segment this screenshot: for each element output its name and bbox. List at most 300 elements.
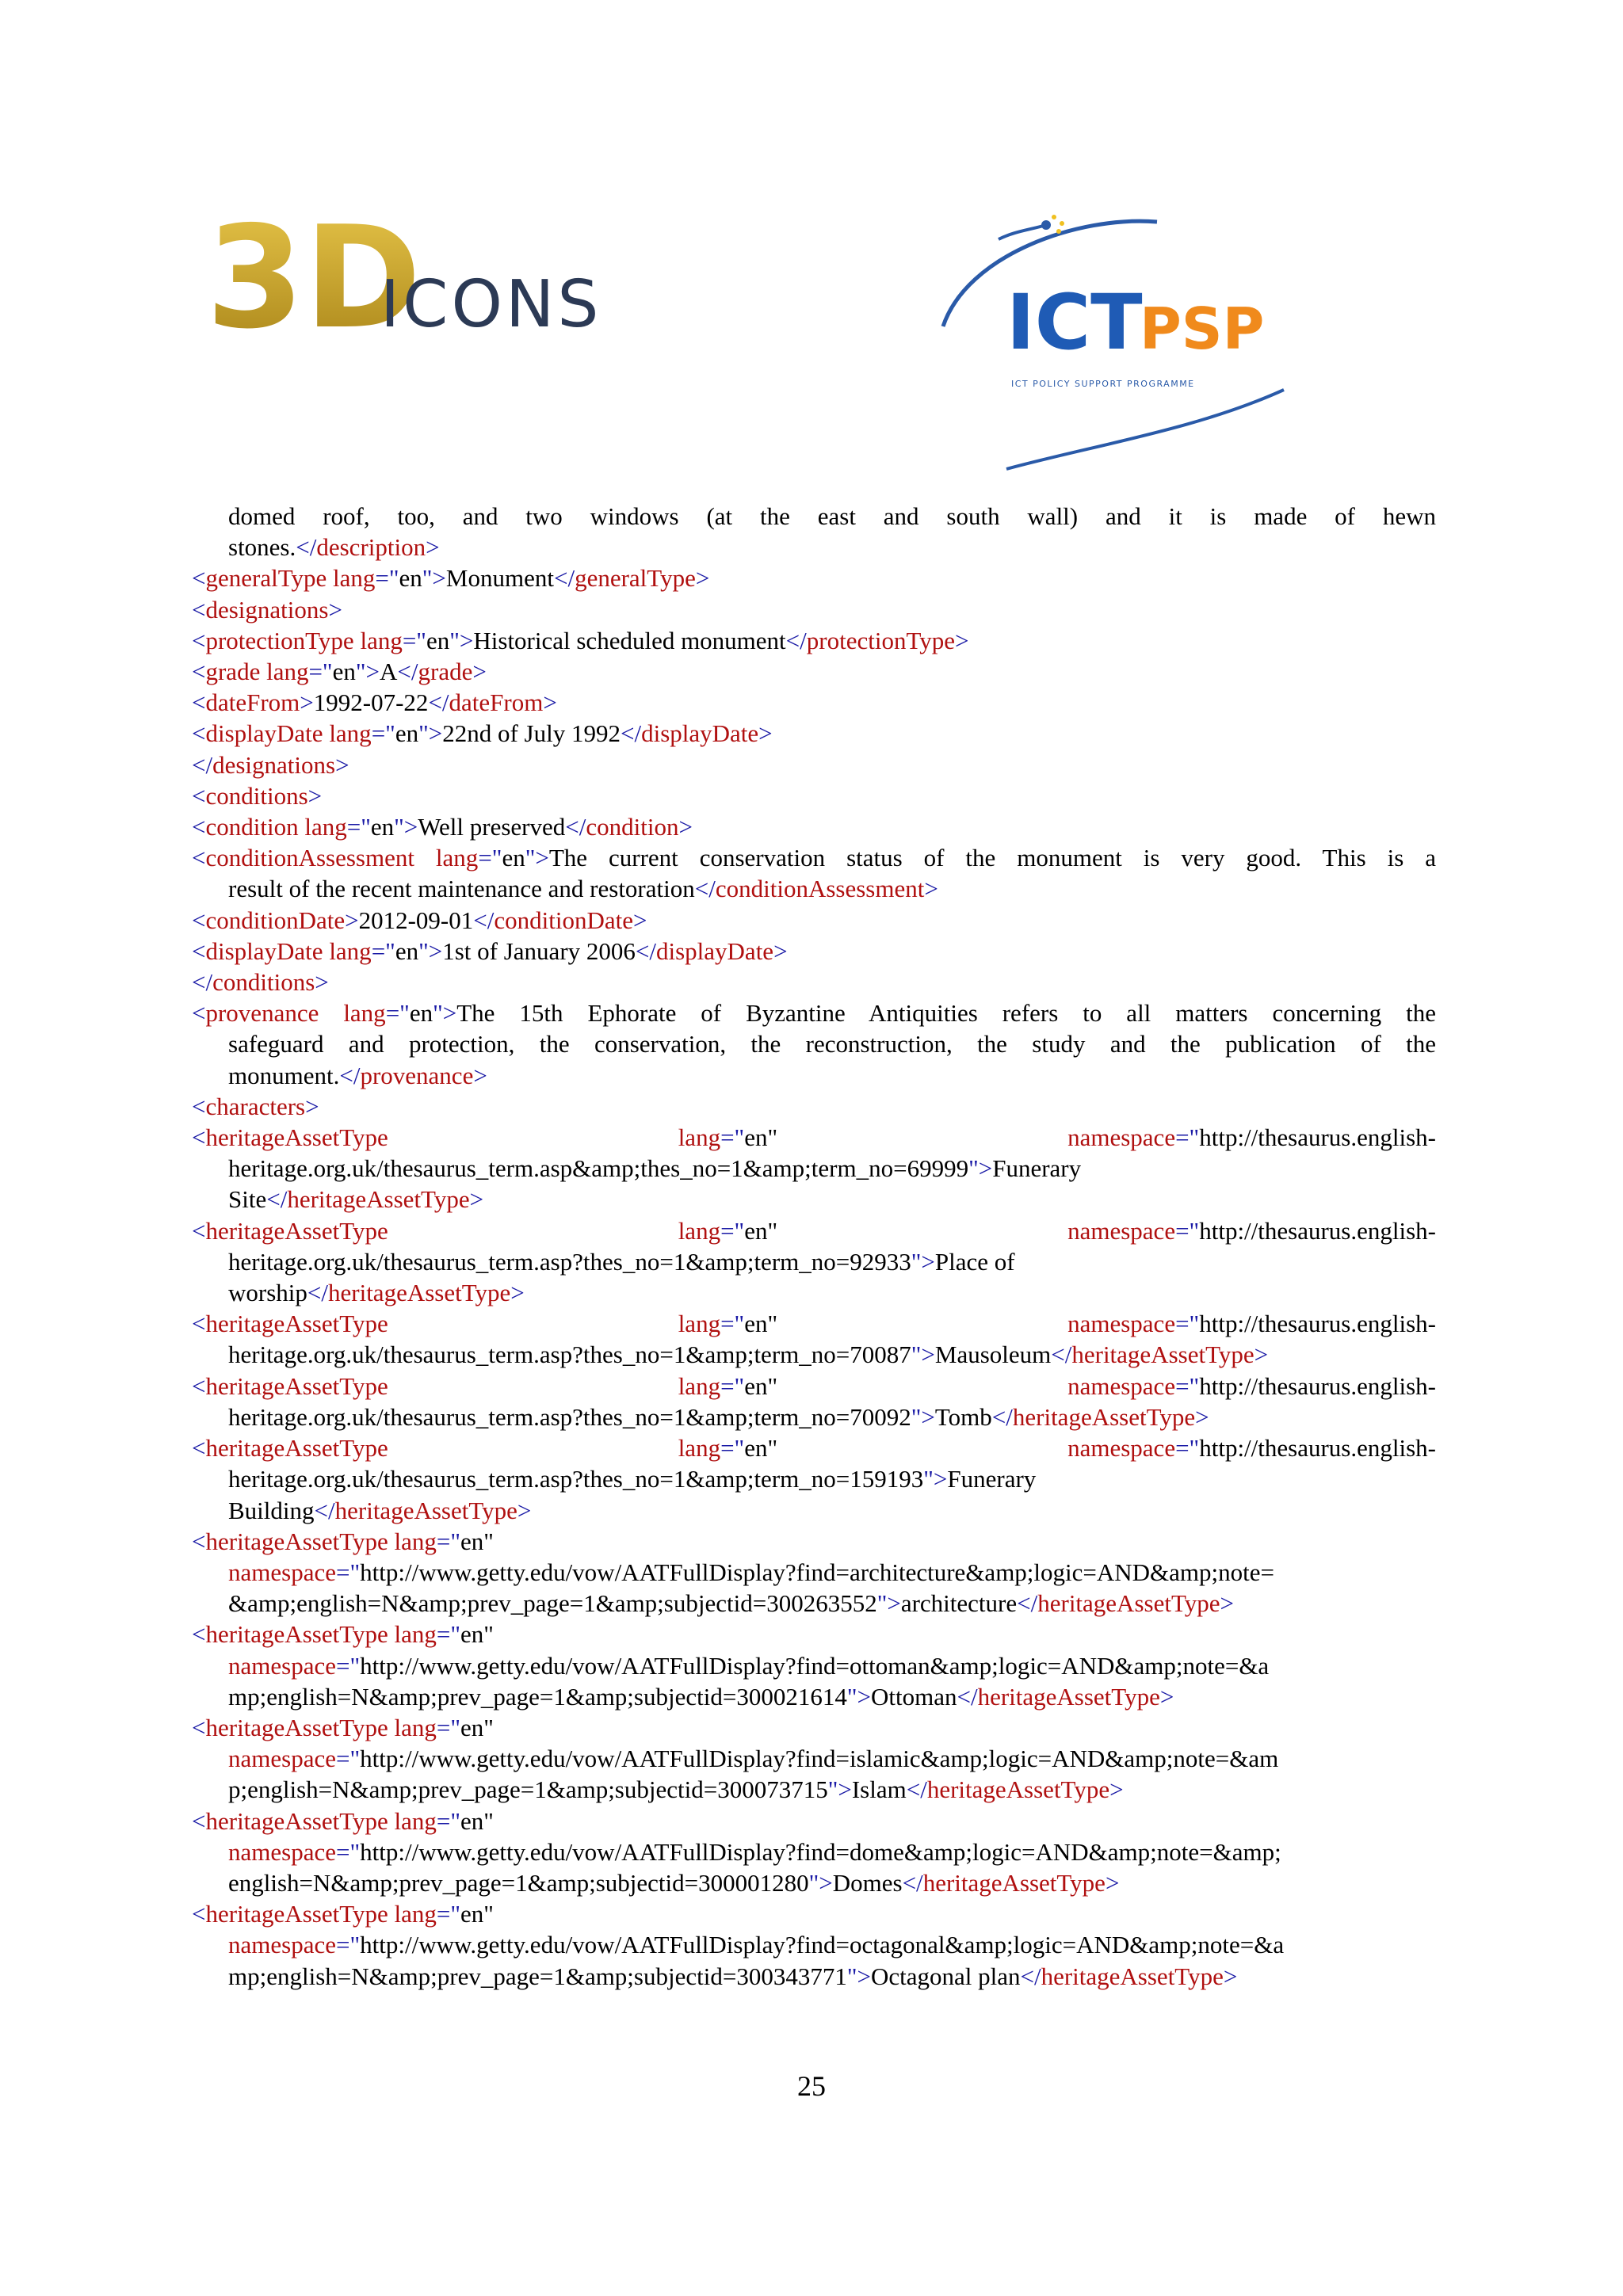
xml-line	[192, 1712, 1436, 1743]
xml-punct: ">	[449, 626, 474, 654]
xml-line	[192, 1743, 1436, 1774]
xml-punct: </	[296, 533, 317, 562]
xml-text: worship	[228, 1279, 307, 1307]
xml-text: heritage.org.uk/thesaurus_term.asp?thes_no=1&amp;term_no=92933	[228, 1247, 911, 1276]
xml-line	[192, 1867, 1436, 1898]
psp-text: PSP	[1140, 296, 1265, 362]
xml-text: monument.	[228, 1061, 340, 1089]
xml-name: heritageAssetType	[205, 1900, 388, 1928]
xml-line	[192, 811, 1436, 842]
xml-name: namespace	[228, 1745, 336, 1773]
xml-name: heritageAssetType	[1012, 1402, 1196, 1431]
xml-punct: ="	[478, 844, 502, 872]
xml-name: displayDate	[656, 936, 774, 965]
xml-punct: ">	[418, 936, 443, 965]
xml-text: heritage.org.uk/thesaurus_term.asp?thes_no=1&amp;term_no=159193	[228, 1465, 924, 1493]
xml-name: lang	[388, 1527, 437, 1555]
xml-text: architecture	[900, 1589, 1018, 1618]
xml-line	[192, 1277, 1436, 1308]
xml-text: 1992-07-22	[313, 688, 429, 717]
xml-name: provenance	[205, 999, 319, 1028]
xml-text: en	[395, 719, 419, 748]
xml-name: heritageAssetType	[334, 1496, 517, 1524]
xml-line	[192, 1246, 1436, 1277]
figure-head-icon	[1041, 220, 1051, 230]
xml-line	[192, 1308, 1436, 1339]
xml-line	[192, 625, 1436, 656]
xml-punct: </	[957, 1682, 978, 1711]
xml-punct: >	[328, 595, 342, 624]
xml-text: Domes	[832, 1868, 903, 1897]
xml-name: lang	[327, 564, 376, 593]
xml-punct: >	[517, 1496, 532, 1524]
xml-punct: <	[192, 1806, 206, 1835]
xml-punct: ">	[827, 1775, 852, 1804]
xml-text: en"	[460, 1527, 494, 1555]
xml-punct: <	[192, 1371, 206, 1400]
xml-punct: </	[192, 750, 213, 779]
xml-punct: >	[426, 533, 440, 562]
xml-name: heritageAssetType	[926, 1775, 1110, 1804]
xml-line	[192, 1774, 1436, 1805]
icons-wordmark: ICONS	[380, 267, 602, 342]
xml-name: lang	[323, 719, 372, 748]
xml-text: en"	[744, 1123, 778, 1152]
xml-name: designations	[212, 750, 336, 779]
xml-name: heritageAssetType	[977, 1682, 1160, 1711]
xml-name: conditions	[212, 968, 315, 997]
xml-name: heritageAssetType	[922, 1868, 1106, 1897]
xml-punct: <	[192, 1900, 206, 1928]
xml-punct: >	[1254, 1341, 1269, 1369]
xml-line	[192, 1961, 1436, 1992]
xml-line	[192, 1184, 1436, 1215]
xml-name: conditionDate	[494, 906, 633, 934]
xml-text: Mausoleum	[934, 1341, 1052, 1369]
header-logos	[0, 0, 1623, 475]
xml-punct: ">	[846, 1962, 871, 1990]
xml-name: dateFrom	[449, 688, 544, 717]
xml-punct: ">	[968, 1154, 993, 1183]
xml-line	[192, 1215, 1436, 1246]
xml-name: namespace	[777, 1371, 1176, 1400]
xml-punct: ="	[720, 1123, 745, 1152]
xml-text: mp;english=N&amp;prev_page=1&amp;subjectid=300343771	[228, 1962, 847, 1990]
xml-name: heritageAssetType	[205, 1216, 388, 1245]
xml-line	[192, 936, 1436, 967]
xml-name: lang	[388, 1434, 721, 1463]
xml-punct: </	[266, 1185, 288, 1214]
xml-name: namespace	[228, 1931, 336, 1959]
xml-line	[192, 1619, 1436, 1650]
xml-text: stones.	[228, 533, 296, 562]
ict-psp-logo	[935, 208, 1300, 461]
xml-punct: </	[307, 1279, 328, 1307]
xml-punct: <	[192, 595, 206, 624]
xml-line	[192, 1650, 1436, 1681]
xml-name: lang	[388, 1310, 721, 1338]
xml-text: heritage.org.uk/thesaurus_term.asp&amp;thes_no=1&amp;term_no=69999	[228, 1154, 969, 1183]
xml-name: heritageAssetType	[205, 1434, 388, 1463]
xml-line	[192, 1588, 1436, 1619]
xml-line	[192, 1681, 1436, 1712]
xml-punct: >	[472, 658, 487, 686]
xml-text: http://www.getty.edu/vow/AATFullDisplay?find=islamic&amp;logic=AND&amp;note=&am	[360, 1745, 1279, 1773]
xml-name: displayDate	[205, 936, 323, 965]
xml-name: lang	[388, 1371, 721, 1400]
xml-name: conditionAssessment	[205, 844, 414, 872]
xml-text: en	[370, 813, 395, 841]
xml-text: english=N&amp;prev_page=1&amp;subjectid=300001280	[228, 1868, 809, 1897]
xml-name: heritageAssetType	[205, 1310, 388, 1338]
xml-punct: </	[553, 564, 575, 593]
xml-text: p;english=N&amp;prev_page=1&amp;subjectid=300073715	[228, 1775, 828, 1804]
xml-text: safeguard and protection, the conservation, the reconstruction, the study and the publication of the	[228, 1030, 1436, 1058]
xml-punct: <	[192, 1216, 206, 1245]
xml-punct: ="	[1175, 1216, 1200, 1245]
xml-punct: >	[678, 813, 693, 841]
xml-text: http://thesaurus.english-	[1199, 1123, 1436, 1152]
xml-name: heritageAssetType	[205, 1713, 388, 1741]
xml-line	[192, 1060, 1436, 1091]
xml-punct: </	[339, 1061, 361, 1089]
xml-name: namespace	[228, 1651, 336, 1680]
xml-name: description	[316, 533, 426, 562]
xml-text: http://www.getty.edu/vow/AATFullDisplay?find=architecture&amp;logic=AND&amp;note=	[360, 1558, 1274, 1586]
xml-punct: >	[307, 781, 323, 810]
xml-name: heritageAssetType	[205, 1620, 388, 1649]
xml-line	[192, 1153, 1436, 1184]
xml-punct: ="	[402, 626, 426, 654]
xml-punct: </	[314, 1496, 335, 1524]
xml-punct: <	[192, 1092, 206, 1120]
xml-text: Historical scheduled monument	[473, 626, 786, 654]
xml-punct: >	[315, 968, 329, 997]
xml-text: http://thesaurus.english-	[1199, 1310, 1436, 1338]
xml-name: heritageAssetType	[205, 1527, 388, 1555]
xml-punct: ="	[335, 1931, 361, 1959]
xml-text: en	[502, 844, 525, 872]
3d-icons-logo	[204, 196, 602, 360]
xml-name: heritageAssetType	[1041, 1962, 1224, 1990]
xml-punct: >	[695, 564, 710, 593]
xml-name: conditionDate	[205, 906, 346, 934]
xml-text: 22nd of July 1992	[442, 719, 621, 748]
xml-line	[192, 780, 1436, 811]
xml-text: en"	[460, 1900, 494, 1928]
xml-name: displayDate	[205, 719, 323, 748]
xml-punct: ">	[846, 1682, 871, 1711]
xml-name: condition	[586, 813, 679, 841]
xml-line	[192, 1898, 1436, 1929]
xml-punct: <	[192, 1310, 206, 1338]
xml-punct: ="	[335, 1837, 361, 1866]
xml-line	[192, 594, 1436, 625]
3d-mark-3: 3D	[206, 196, 422, 360]
xml-punct: </	[565, 813, 586, 841]
xml-punct: >	[773, 936, 788, 965]
xml-line	[192, 1463, 1436, 1494]
xml-punct: >	[1105, 1868, 1120, 1897]
xml-name: lang	[388, 1806, 437, 1835]
xml-text: The current conservation status of the monument is very good. This is a	[548, 844, 1436, 872]
xml-punct: </	[785, 626, 807, 654]
xml-name: protectionType	[205, 626, 354, 654]
xml-punct: ="	[436, 1620, 460, 1649]
xml-text: en	[409, 999, 433, 1028]
xml-line	[192, 1557, 1436, 1588]
xml-name: namespace	[228, 1558, 336, 1586]
xml-punct: <	[192, 844, 206, 872]
xml-text: http://thesaurus.english-	[1199, 1216, 1436, 1245]
xml-text: http://www.getty.edu/vow/AATFullDisplay?find=dome&amp;logic=AND&amp;note=&amp;	[360, 1837, 1281, 1866]
xml-line	[192, 687, 1436, 718]
xml-punct: <	[192, 564, 206, 593]
xml-line	[192, 656, 1436, 687]
xml-punct: ="	[720, 1434, 745, 1463]
xml-punct: </	[635, 936, 656, 965]
xml-punct: ">	[394, 813, 418, 841]
xml-line	[192, 842, 1436, 873]
xml-line	[192, 1806, 1436, 1836]
xml-punct: </	[473, 906, 495, 934]
xml-name: lang	[388, 1713, 437, 1741]
xml-text: Islam	[851, 1775, 907, 1804]
xml-line	[192, 1122, 1436, 1153]
xml-punct: ="	[720, 1310, 745, 1338]
xml-punct: </	[991, 1402, 1013, 1431]
xml-name: lang	[388, 1620, 437, 1649]
xml-text: Monument	[445, 564, 554, 593]
xml-text: Ottoman	[870, 1682, 957, 1711]
xml-name: namespace	[228, 1837, 336, 1866]
xml-punct: <	[192, 626, 206, 654]
xml-punct: ="	[335, 1745, 361, 1773]
xml-punct: </	[1051, 1341, 1072, 1369]
xml-punct: ="	[1175, 1310, 1200, 1338]
xml-text: en	[332, 658, 356, 686]
xml-name: lang	[323, 936, 372, 965]
xml-punct: ="	[335, 1651, 361, 1680]
xml-text: heritage.org.uk/thesaurus_term.asp?thes_no=1&amp;term_no=70087	[228, 1341, 911, 1369]
xml-punct: ="	[720, 1216, 745, 1245]
xml-name: heritageAssetType	[205, 1371, 388, 1400]
xml-punct: >	[632, 906, 647, 934]
xml-punct: </	[1017, 1589, 1038, 1618]
xml-name: displayDate	[641, 719, 759, 748]
xml-name: namespace	[777, 1216, 1176, 1245]
xml-name: lang	[388, 1900, 437, 1928]
xml-line	[192, 1339, 1436, 1370]
xml-punct: >	[1195, 1402, 1209, 1431]
xml-text: en"	[744, 1371, 778, 1400]
xml-text: en"	[744, 1434, 778, 1463]
xml-punct: <	[192, 688, 206, 717]
xml-text: A	[380, 658, 398, 686]
xml-punct: ="	[371, 719, 395, 748]
xml-punct: >	[345, 906, 359, 934]
xml-punct: ="	[335, 1558, 361, 1586]
xml-punct: </	[620, 719, 642, 748]
xml-line	[192, 1495, 1436, 1526]
xml-punct: <	[192, 936, 206, 965]
xml-name: conditions	[205, 781, 308, 810]
xml-punct: >	[543, 688, 557, 717]
xml-text: en"	[460, 1620, 494, 1649]
xml-name: condition	[205, 813, 299, 841]
xml-punct: >	[924, 875, 938, 903]
xml-punct: ">	[808, 1868, 833, 1897]
xml-text: http://www.getty.edu/vow/AATFullDisplay?find=octagonal&amp;logic=AND&amp;note=&a	[360, 1931, 1285, 1959]
xml-line	[192, 718, 1436, 749]
xml-punct: ="	[308, 658, 333, 686]
xml-line	[192, 967, 1436, 997]
xml-name: dateFrom	[205, 688, 300, 717]
xml-text: domed roof, too, and two windows (at the east and south wall) and it is made of hewn	[228, 502, 1436, 530]
xml-name: conditionAssessment	[715, 875, 925, 903]
xml-text: 2012-09-01	[358, 906, 474, 934]
xml-name: generalType	[575, 564, 696, 593]
xml-name: provenance	[360, 1061, 474, 1089]
xml-punct: <	[192, 658, 206, 686]
xml-name: heritageAssetType	[205, 1806, 388, 1835]
xml-punct: <	[192, 1620, 206, 1649]
xml-punct: </	[902, 1868, 923, 1897]
xml-text: mp;english=N&amp;prev_page=1&amp;subjectid=300021614	[228, 1682, 847, 1711]
xml-name: lang	[260, 658, 309, 686]
xml-name: lang	[388, 1216, 721, 1245]
xml-punct: >	[300, 688, 314, 717]
xml-name: namespace	[777, 1434, 1176, 1463]
xml-text: Funerary	[947, 1465, 1037, 1493]
xml-punct: ">	[418, 719, 443, 748]
xml-punct: ">	[911, 1247, 935, 1276]
xml-text: heritage.org.uk/thesaurus_term.asp?thes_no=1&amp;term_no=70092	[228, 1402, 911, 1431]
xml-punct: ">	[525, 844, 549, 872]
xml-punct: <	[192, 1713, 206, 1741]
xml-punct: ">	[355, 658, 380, 686]
xml-name: generalType	[205, 564, 327, 593]
xml-punct: <	[192, 1123, 206, 1152]
xml-name: lang	[353, 626, 403, 654]
xml-name: lang	[388, 1123, 721, 1152]
xml-punct: <	[192, 813, 206, 841]
xml-name: characters	[205, 1092, 306, 1120]
xml-punct: ="	[436, 1806, 460, 1835]
xml-text: The 15th Ephorate of Byzantine Antiquities refers to all matters concerning the	[456, 999, 1436, 1028]
xml-text: result of the recent maintenance and restoration	[228, 875, 695, 903]
xml-punct: >	[758, 719, 773, 748]
xml-punct: <	[192, 999, 206, 1028]
xml-line	[192, 749, 1436, 780]
xml-punct: ="	[436, 1527, 460, 1555]
xml-name: lang	[298, 813, 347, 841]
xml-text: 1st of January 2006	[442, 936, 636, 965]
xml-text: Well preserved	[418, 813, 566, 841]
xml-punct: ">	[433, 999, 457, 1028]
xml-text: en	[426, 626, 450, 654]
xml-punct: >	[335, 750, 349, 779]
xml-punct: </	[397, 658, 418, 686]
xml-line	[192, 1836, 1436, 1867]
xml-name: heritageAssetType	[1037, 1589, 1220, 1618]
xml-punct: >	[473, 1061, 487, 1089]
xml-name: heritageAssetType	[205, 1123, 388, 1152]
xml-name: heritageAssetType	[328, 1279, 511, 1307]
xml-line	[192, 1091, 1436, 1122]
xml-punct: </	[1020, 1962, 1041, 1990]
xml-punct: </	[906, 1775, 927, 1804]
xml-line	[192, 532, 1436, 563]
xml-punct: <	[192, 719, 206, 748]
xml-punct: >	[955, 626, 969, 654]
xml-text: Funerary	[992, 1154, 1082, 1183]
xml-punct: >	[1223, 1962, 1238, 1990]
ict-subtitle: ICT POLICY SUPPORT PROGRAMME	[1011, 379, 1195, 389]
xml-name: namespace	[777, 1310, 1176, 1338]
xml-text: http://thesaurus.english-	[1199, 1434, 1436, 1463]
xml-name: designations	[205, 595, 329, 624]
xml-line	[192, 1929, 1436, 1960]
xml-line	[192, 1028, 1436, 1059]
xml-text: en	[395, 936, 419, 965]
xml-punct: ">	[911, 1341, 935, 1369]
xml-name: lang	[319, 999, 386, 1028]
xml-punct: ">	[923, 1465, 948, 1493]
xml-punct: ="	[385, 999, 410, 1028]
xml-punct: ="	[346, 813, 371, 841]
xml-line	[192, 1432, 1436, 1463]
xml-text: http://www.getty.edu/vow/AATFullDisplay?find=ottoman&amp;logic=AND&amp;note=&a	[360, 1651, 1270, 1680]
xml-text: en"	[744, 1310, 778, 1338]
xml-text: &amp;english=N&amp;prev_page=1&amp;subjectid=300263552	[228, 1589, 877, 1618]
xml-name: namespace	[777, 1123, 1176, 1152]
xml-line	[192, 905, 1436, 936]
xml-line	[192, 1402, 1436, 1432]
xml-punct: ">	[422, 564, 446, 593]
xml-punct: <	[192, 781, 206, 810]
xml-text: en"	[744, 1216, 778, 1245]
xml-text: Tomb	[934, 1402, 992, 1431]
xml-name: grade	[205, 658, 261, 686]
xml-name: lang	[414, 844, 479, 872]
xml-text: Octagonal plan	[870, 1962, 1021, 1990]
xml-punct: ="	[1175, 1123, 1200, 1152]
xml-punct: >	[305, 1092, 319, 1120]
xml-punct: </	[428, 688, 449, 717]
xml-punct: >	[1159, 1682, 1174, 1711]
xml-punct: ="	[436, 1713, 460, 1741]
xml-punct: >	[510, 1279, 525, 1307]
xml-line	[192, 997, 1436, 1028]
xml-punct: ="	[1175, 1371, 1200, 1400]
xml-punct: <	[192, 1527, 206, 1555]
xml-punct: <	[192, 906, 206, 934]
xml-punct: ="	[1175, 1434, 1200, 1463]
xml-name: heritageAssetType	[287, 1185, 470, 1214]
xml-punct: ="	[371, 936, 395, 965]
xml-punct: <	[192, 1434, 206, 1463]
xml-line	[192, 501, 1436, 532]
xml-punct: ">	[911, 1402, 935, 1431]
xml-text: Building	[228, 1496, 315, 1524]
xml-punct: </	[192, 968, 213, 997]
xml-text: Site	[228, 1185, 267, 1214]
xml-punct: ">	[876, 1589, 901, 1618]
xml-punct: </	[694, 875, 716, 903]
xml-punct: >	[1220, 1589, 1234, 1618]
xml-name: grade	[418, 658, 473, 686]
